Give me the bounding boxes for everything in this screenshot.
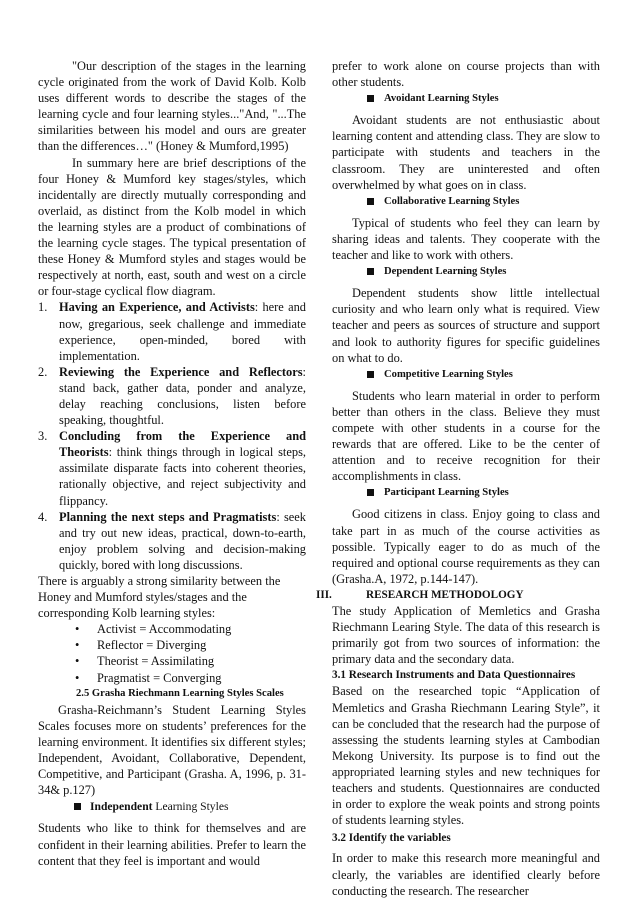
left-column <box>38 58 306 869</box>
participant-style-text: Good citizens in class. Enjoy going to class and take part in as much of the course activities as possible. Typically eager to do as much of the required and optional course requirements as they can (Grasha.A, 1972, p.144-147). <box>332 507 600 586</box>
mapping-item: • Reflector = Diverging <box>75 638 207 653</box>
competitive-style-heading: Competitive Learning Styles <box>332 367 600 383</box>
stage-item: 2. Reviewing the Experience and Reflectors: stand back, gather data, ponder and analyze, delay reaching conclusions, listen before speaking, thoughtful. <box>38 364 306 428</box>
square-bullet-icon <box>74 803 81 810</box>
avoidant-style-text: Avoidant students are not enthusiastic about learning content and attending class. They are slow to participate with students and teachers in the classroom. They are uninterested and often overwhelmed by what goes on in class. <box>332 113 600 192</box>
stage-description: : think things through in logical steps, assimilate disparate facts into coherent theories, rationally objective, and reject subjectivity and flippancy. <box>59 445 306 508</box>
stage-description: : stand back, gather data, ponder and analyze, delay reaching conclusions, listen before speaking, thoughtful. <box>59 364 306 428</box>
grasha-intro-paragraph: Grasha-Reichmann’s Student Learning Styles Scales focuses more on students’ preferences for the learning environment. It identifies six different styles; Independent, Avoidant, Collaborative, Dependent, Competitive, and Participant (Grasha. A, 1996, p. 31-34& p.127) <box>38 702 306 798</box>
section-2-5-heading: 2.5 Grasha Riechmann Learning Styles Scales <box>76 687 284 699</box>
collaborative-style-text: Typical of students who feel they can learn by sharing ideas and talents. They cooperate with the teacher and like to work with others. <box>332 215 600 263</box>
bullet-icon: • <box>75 638 80 653</box>
methodology-text: The study Application of Memletics and Grasha Riechmann Learing Style. The data of this research is primarily got from two sources of information: the primary data and the secondary data. <box>332 604 600 667</box>
instruments-text: Based on the researched topic “Application of Memletics and Grasha Riechmann Learing Style”, it can be concluded that the research had the purpose of assessing the students learning styles at Cambodian Mekong University. Its purpose is to find out the appropriated learning styles and new techniques for teachers and students. Questionnaires are conducted in order to explore the weak points and strong points of students learning styles. <box>332 684 600 828</box>
square-bullet-icon <box>367 198 374 205</box>
square-bullet-icon <box>367 371 374 378</box>
bullet-icon: • <box>75 670 80 685</box>
participant-style-heading: Participant Learning Styles <box>332 485 600 501</box>
square-bullet-icon <box>367 95 374 102</box>
section-3-2-heading: 3.2 Identify the variables <box>332 832 451 845</box>
stage-item: 1. Having an Experience, and Activists: here and now, gregarious, seek challenge and immediate experience, open-minded, bored with implementation. <box>38 300 306 363</box>
dependent-style-text: Dependent students show little intellectual curiosity and who learn only what is required. View teacher and peers as sources of structure and support and look to authority figures for specific guidelines on what to do. <box>332 286 600 365</box>
competitive-style-text: Students who learn material in order to perform better than others in the class. Believe they must compete with other students in a course for the rewards that are offered. Like to be the center of attention and to receive recognition for their accomplishments in class. <box>332 388 600 484</box>
mapping-item: • Theorist = Assimilating <box>75 654 215 669</box>
mapping-item: • Pragmatist = Converging <box>75 670 222 685</box>
section-3-1-heading: 3.1 Research Instruments and Data Questionnaires <box>332 669 576 682</box>
stage-title: Having an Experience, and Activists <box>59 300 255 315</box>
summary-paragraph: In summary here are brief descriptions of the four Honey & Mumford key stages/styles, which incidentally are directly mutually corresponding and overlaid, as distinct from the Kolb model in which the learning styles are a product of combinations of the learning cycle stages. The typical presentation of these Honey & Mumford styles and stages would be respectively at north, east, south and west on a circle or four-stage cyclical flow diagram. <box>38 155 306 299</box>
stage-title: Reviewing the Experience and Reflectors <box>59 364 303 379</box>
independent-continued-text: prefer to work alone on course projects than with other students. <box>332 59 600 90</box>
stage-description: : here and now, gregarious, seek challenge and immediate experience, open-minded, bored with implementation. <box>59 300 306 363</box>
mapping-item: • Activist = Accommodating <box>75 622 232 637</box>
bullet-icon: • <box>75 622 80 637</box>
section-title: RESEARCH METHODOLOGY <box>366 588 524 601</box>
stage-title: Planning the next steps and Pragmatists <box>59 509 277 524</box>
similarity-paragraph: There is arguably a strong similarity between the Honey and Mumford styles/stages and the corresponding Kolb learning styles: <box>38 574 281 621</box>
stage-title: Concluding from the Experience and Theorists <box>59 429 306 460</box>
kolb-mapping-list <box>38 621 306 685</box>
honey-mumford-quote-paragraph: "Our description of the stages in the learning cycle originated from the work of David Kolb. Kolb uses different words to describe the stages of the learning cycle and four learning styles..."And, "...The similarities between his model and ours are greater than the differences…" (Honey & Mumford,1995) <box>38 59 306 154</box>
stage-item: 3. Concluding from the Experience and Theorists: think things through in logical steps, assimilate disparate facts into coherent theories, rationally objective, and reject subjectivity and flippancy. <box>38 429 306 508</box>
square-bullet-icon <box>367 268 374 275</box>
variables-text: In order to make this research more meaningful and clearly, the variables are identified clearly before conducting the research. The researcher <box>332 851 600 898</box>
section-3-heading <box>316 587 600 603</box>
stage-description: : seek and try out new ideas, practical, down-to-earth, enjoy problem solving and decision-making quickly, bored with long discussions. <box>59 509 306 572</box>
right-column <box>316 58 600 899</box>
square-bullet-icon <box>367 489 374 496</box>
stages-list <box>38 299 306 573</box>
avoidant-style-heading: Avoidant Learning Styles <box>332 91 600 107</box>
section-number: III. <box>316 588 332 601</box>
stage-item: 4. Planning the next steps and Pragmatists: seek and try out new ideas, practical, down-to-earth, enjoy problem solving and decision-making quickly, bored with long discussions. <box>38 509 306 572</box>
independent-style-heading: Independent Learning Styles <box>38 799 306 815</box>
bullet-icon: • <box>75 654 80 669</box>
independent-style-text: Students who like to think for themselves and are confident in their learning abilities. Prefer to learn the content that they feel is important and would <box>38 821 306 868</box>
dependent-style-heading: Dependent Learning Styles <box>332 264 600 280</box>
collaborative-style-heading: Collaborative Learning Styles <box>332 194 600 210</box>
